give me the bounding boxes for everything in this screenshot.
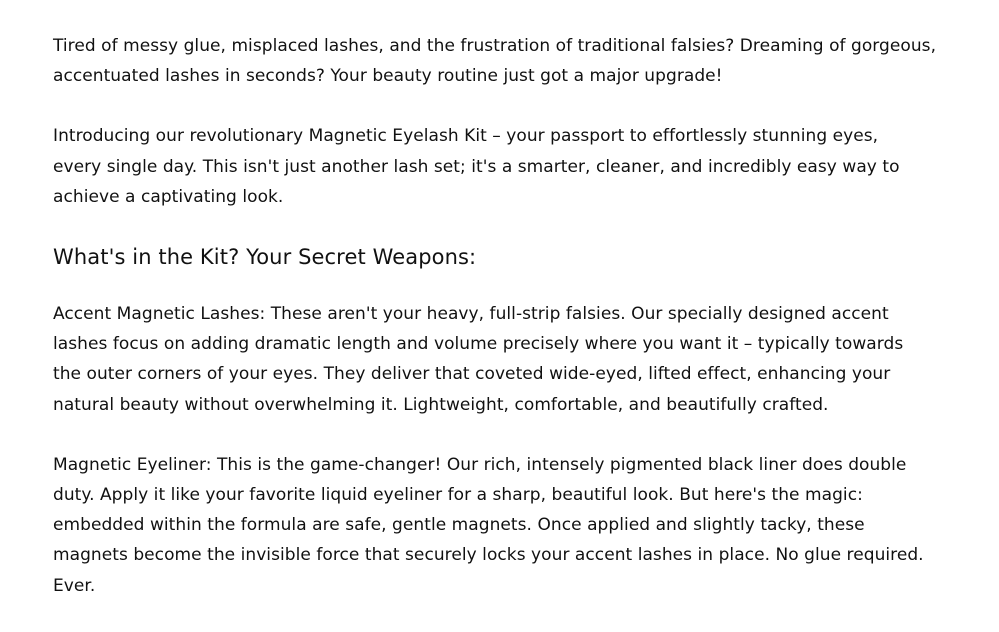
lashes-line: the outer corners of your eyes. They deliver that coveted wide-eyed, lifted effect, enhancing your bbox=[53, 364, 891, 385]
lashes-line: natural beauty without overwhelming it. Lightweight, comfortable, and beautifully crafted. bbox=[53, 394, 829, 415]
intro-line: Tired of messy glue, misplaced lashes, and the frustration of traditional falsies? Dreaming of gorgeous, bbox=[53, 36, 937, 56]
lashes-paragraph bbox=[53, 299, 953, 420]
intro-line: accentuated lashes in seconds? Your beauty routine just got a major upgrade! bbox=[53, 66, 723, 87]
lashes-line: Accent Magnetic Lashes: These aren't your heavy, full-strip falsies. Our specially designed accent bbox=[53, 304, 889, 325]
paragraph-spacer bbox=[53, 420, 953, 450]
kit-heading: What's in the Kit? Your Secret Weapons: bbox=[53, 245, 477, 270]
paragraph-spacer bbox=[53, 91, 953, 121]
introducing-line: achieve a captivating look. bbox=[53, 186, 284, 207]
introducing-line: every single day. This isn't just another lash set; it's a smarter, cleaner, and incredibly easy way to bbox=[53, 156, 900, 177]
introducing-paragraph bbox=[53, 121, 953, 212]
eyeliner-line: Ever. bbox=[53, 575, 96, 596]
intro-paragraph bbox=[53, 31, 953, 91]
introducing-line: Introducing our revolutionary Magnetic Eyelash Kit – your passport to effortlessly stunning eyes, bbox=[53, 126, 879, 147]
eyeliner-line: magnets become the invisible force that securely locks your accent lashes in place. No glue required. bbox=[53, 545, 924, 566]
paragraph-spacer bbox=[53, 212, 953, 242]
eyeliner-line: Magnetic Eyeliner: This is the game-changer! Our rich, intensely pigmented black liner does double bbox=[53, 454, 907, 475]
eyeliner-line: duty. Apply it like your favorite liquid eyeliner for a sharp, beautiful look. But here's the magic: bbox=[53, 485, 863, 506]
lashes-line: lashes focus on adding dramatic length and volume precisely where you want it – typically towards bbox=[53, 334, 904, 355]
article-body bbox=[53, 31, 953, 601]
heading-spacer bbox=[53, 272, 953, 299]
eyeliner-paragraph bbox=[53, 450, 953, 601]
eyeliner-line: embedded within the formula are safe, gentle magnets. Once applied and slightly tacky, these bbox=[53, 515, 865, 536]
